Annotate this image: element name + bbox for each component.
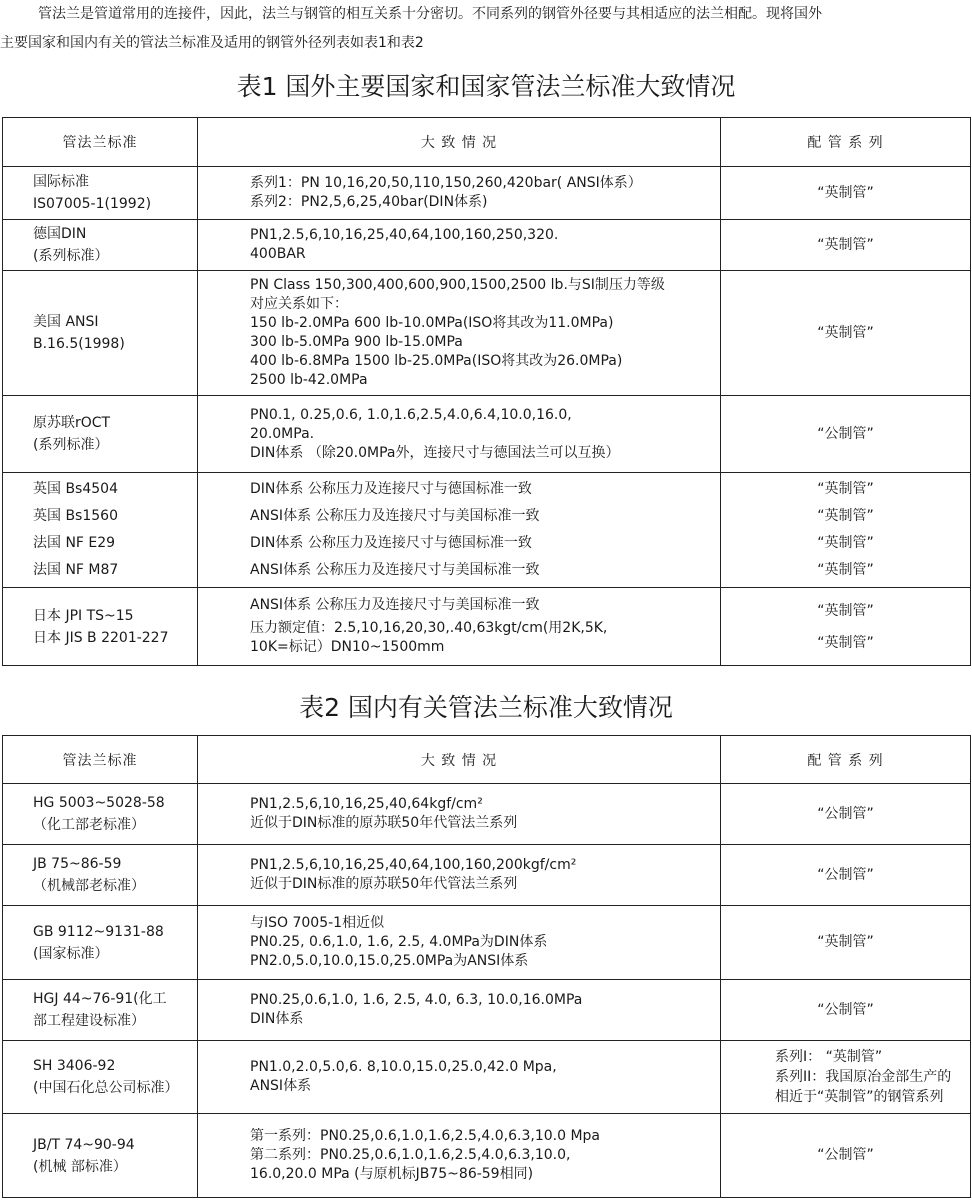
series-cell: “公制管” — [721, 845, 971, 906]
intro-paragraph — [0, 0, 972, 58]
standard-cell: HG 5003~5028-58 （化工部老标准） — [3, 784, 198, 845]
series-cell: “英制管” — [721, 220, 971, 271]
table2-header-desc: 大 致 情 况 — [198, 736, 721, 784]
standard-cell: 美国 ANSI B.16.5(1998) — [3, 271, 198, 396]
desc-cell: 第一系列：PN0.25,0.6,1.0,1.6,2.5,4.0,6.3,10.0 Mpa 第二系列：PN0.25,0.6,1.0,1.6,2.5,4.0,6.3,10.0, 16.0,20.0 MPa (与原机标JB75~86-59相同) — [198, 1114, 721, 1198]
desc-cell: PN0.1, 0.25,0.6, 1.0,1.6,2.5,4.0,6.4,10.0,16.0, 20.0MPa. DIN体系 （除20.0MPa外，连接尺寸与德国法兰可以互换） — [198, 396, 721, 473]
table-row — [3, 784, 971, 845]
series-cell: “英制管” “英制管” “英制管” “英制管” — [721, 473, 971, 588]
standard-cell: 英国 Bs4504 英国 Bs1560 法国 NF E29 法国 NF M87 — [3, 473, 198, 588]
table-row — [3, 473, 971, 588]
standard-cell: 原苏联rOCT (系列标准） — [3, 396, 198, 473]
standard-cell: 国际标准 IS07005-1(1992) — [3, 167, 198, 220]
series-cell: 系列I： “英制管” 系列II：我国原冶金部生产的 相近于“英制管”的钢管系列 — [721, 1041, 971, 1114]
standard-cell: SH 3406-92 (中国石化总公司标准） — [3, 1041, 198, 1114]
table1-header-series: 配 管 系 列 — [721, 118, 971, 167]
table2-header-series: 配 管 系 列 — [721, 736, 971, 784]
table2 — [2, 735, 971, 1198]
table-row — [3, 396, 971, 473]
desc-cell: ANSI体系 公称压力及连接尺寸与美国标准一致 压力额定值：2.5,10,16,20,30,.40,63kgt/cm(用2K,5K, 10K=标记）DN10~1500mm — [198, 588, 721, 666]
desc-cell: 系列1：PN 10,16,20,50,110,150,260,420bar( ANSI体系） 系列2：PN2,5,6,25,40bar(DIN体系) — [198, 167, 721, 220]
series-cell: “公制管” — [721, 784, 971, 845]
table-row — [3, 980, 971, 1041]
table-row — [3, 271, 971, 396]
table1-header-desc: 大 致 情 况 — [198, 118, 721, 167]
standard-cell: 德国DIN (系列标准） — [3, 220, 198, 271]
standard-cell: JB/T 74~90-94 (机械 部标准） — [3, 1114, 198, 1198]
series-cell: “英制管” — [721, 906, 971, 980]
desc-cell: PN Class 150,300,400,600,900,1500,2500 lb.与SI制压力等级 对应关系如下： 150 lb-2.0MPa 600 lb-10.0MPa(ISO将其改为11.0MPa) 300 lb-5.0MPa 900 lb-15.0MPa 400 lb-6.8MPa 1500 lb-25.0MPa(ISO将其改为26.0MPa) 2500 lb-42.0MPa — [198, 271, 721, 396]
table1-header-standard: 管法兰标准 — [3, 118, 198, 167]
table-row — [3, 167, 971, 220]
table-row — [3, 1041, 971, 1114]
series-cell: “英制管” — [721, 271, 971, 396]
table1-header-row — [3, 118, 971, 167]
standard-cell: JB 75~86-59 （机械部老标准） — [3, 845, 198, 906]
standard-cell: HGJ 44~76-91(化工 部工程建设标准） — [3, 980, 198, 1041]
series-cell: “英制管” — [721, 167, 971, 220]
desc-cell: PN0.25,0.6,1.0, 1.6, 2.5, 4.0, 6.3, 10.0,16.0MPa DIN体系 — [198, 980, 721, 1041]
desc-cell: PN1,2.5,6,10,16,25,40,64,100,160,250,320. 400BAR — [198, 220, 721, 271]
table2-title: 表2 国内有关管法兰标准大致情况 — [299, 693, 673, 722]
table-row — [3, 220, 971, 271]
standard-cell: 日本 JPI TS~15 日本 JIS B 2201-227 — [3, 588, 198, 666]
table1-title: 表1 国外主要国家和国家管法兰标准大致情况 — [236, 72, 736, 101]
desc-cell: DIN体系 公称压力及连接尺寸与德国标准一致 ANSI体系 公称压力及连接尺寸与美国标准一致 DIN体系 公称压力及连接尺寸与德国标准一致 ANSI体系 公称压力及连接尺寸与美国标准一致 — [198, 473, 721, 588]
table2-header-row — [3, 736, 971, 784]
desc-cell: PN1,2.5,6,10,16,25,40,64,100,160,200kgf/cm² 近似于DIN标准的原苏联50年代管法兰系列 — [198, 845, 721, 906]
table2-header-standard: 管法兰标准 — [3, 736, 198, 784]
table-row — [3, 1114, 971, 1198]
desc-cell: 与ISO 7005-1相近似 PN0.25, 0.6,1.0, 1.6, 2.5, 4.0MPa为DIN体系 PN2.0,5.0,10.0,15.0,25.0MPa为ANSI体系 — [198, 906, 721, 980]
series-cell: “公制管” — [721, 396, 971, 473]
desc-cell: PN1.0,2.0,5.0,6. 8,10.0,15.0,25.0,42.0 Mpa, ANSI体系 — [198, 1041, 721, 1114]
desc-cell: PN1,2.5,6,10,16,25,40,64kgf/cm² 近似于DIN标准的原苏联50年代管法兰系列 — [198, 784, 721, 845]
intro-line-1: 管法兰是管道常用的连接件，因此，法兰与钢管的相互关系十分密切。不同系列的钢管外径要与其相适应的法兰相配。现将国外 — [38, 6, 822, 22]
table-row — [3, 845, 971, 906]
series-cell: “公制管” — [721, 980, 971, 1041]
series-cell: “公制管” — [721, 1114, 971, 1198]
standard-cell: GB 9112~9131-88 (国家标准） — [3, 906, 198, 980]
intro-line-2: 主要国家和国内有关的管法兰标准及适用的钢管外径列表如表1和表2 — [0, 35, 424, 51]
table-row — [3, 906, 971, 980]
table1 — [2, 117, 971, 666]
series-cell: “英制管” “英制管” — [721, 588, 971, 666]
table-row — [3, 588, 971, 666]
